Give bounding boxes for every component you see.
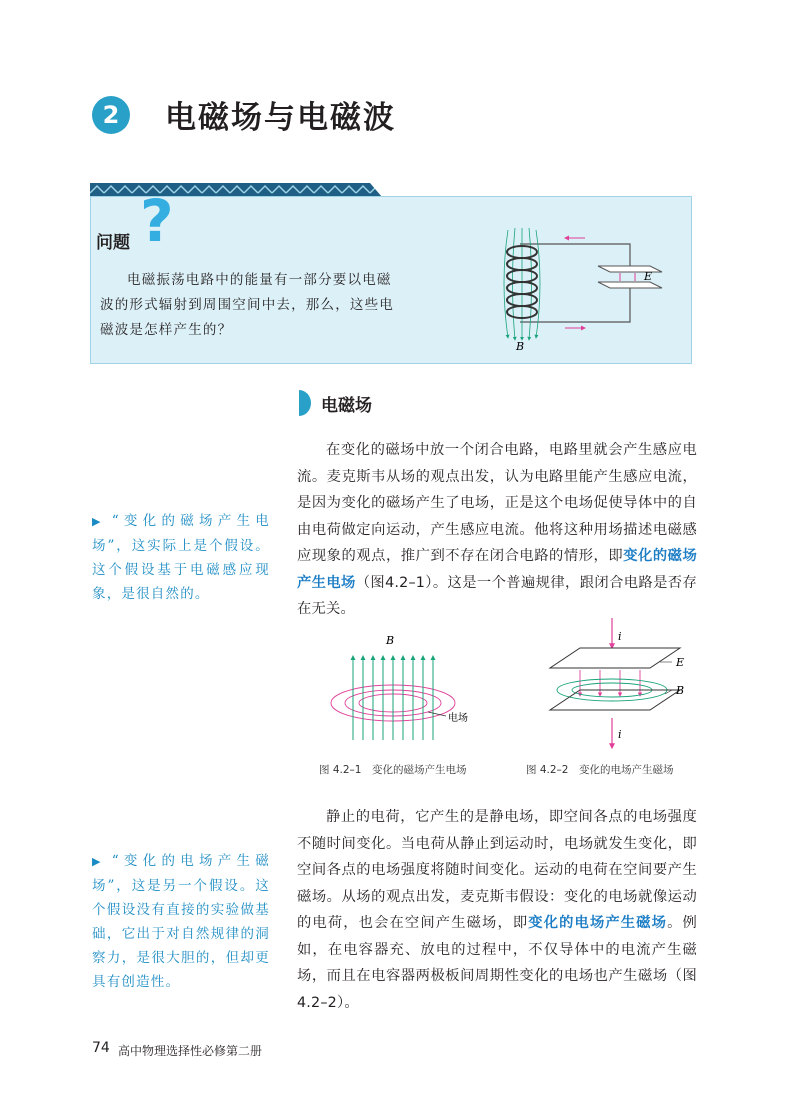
note-marker-icon: ▶ — [92, 855, 106, 868]
section-number-badge: 2 — [92, 96, 130, 134]
book-title: 高中物理选择性必修第二册 — [118, 1044, 263, 1058]
figure-4-2-2-caption: 图 4.2–2 变化的电场产生磁场 — [526, 764, 674, 776]
fig2-label-i-top: i — [618, 630, 622, 643]
para1-text-after: （图4.2–1）。这是一个普遍规律，跟闭合电路是否存在无关。 — [297, 574, 697, 617]
para1-highlight: 变化的磁场产生电场 — [297, 548, 697, 591]
question-header-stripe — [90, 183, 382, 197]
fig2-label-e: E — [676, 656, 685, 669]
capacitor-label-e: E — [644, 270, 653, 283]
fig2-label-b: B — [676, 684, 685, 697]
figure-4-2-2-diagram — [540, 618, 700, 753]
question-label: 问题 — [96, 233, 130, 253]
para2-text-after: 。例如，在电容器充、放电的过程中，不仅导体中的电流产生磁场，而且在电容器两极板间周期性变化的电场也产生磁场（图4.2–2）。 — [297, 915, 697, 1011]
para1-text-before: 在变化的磁场中放一个闭合电路，电路里就会产生感应电流。麦克斯韦从场的观点出发，认为电路里能产生感应电流，是因为变化的磁场产生了电场，正是这个电场促使导体中的自由电荷做定向运动，产生感应电流。他将这种用场描述电磁感应现象的观点，推广到不存在闭合电路的情形，即 — [297, 442, 697, 564]
figure-4-2-1-caption: 图 4.2–1 变化的磁场产生电场 — [319, 764, 467, 776]
paragraph-2 — [297, 804, 697, 1016]
side-note-2 — [92, 849, 270, 994]
fig1-label-electric-field: 电场 — [448, 713, 468, 724]
page-number: 74 — [92, 1040, 110, 1056]
subsection-marker-icon — [297, 390, 311, 416]
side-note-1 — [92, 509, 270, 606]
fig2-label-i-bottom: i — [618, 728, 622, 741]
subsection-title: 电磁场 — [321, 396, 372, 416]
fig1-label-b: B — [386, 634, 395, 647]
paragraph-1 — [297, 437, 697, 623]
side-note-2-text: “变化的电场产生磁场”，这是另一个假设。这个假设没有直接的实验做基础，它出于对自然规律的洞察力，是很大胆的，但却更具有创造性。 — [92, 853, 270, 990]
para2-highlight: 变化的电场产生磁场 — [528, 915, 668, 931]
side-note-1-text: “变化的磁场产生电场”，这实际上是个假设。这个假设基于电磁感应现象，是很自然的。 — [92, 513, 270, 602]
para2-text-before: 静止的电荷，它产生的是静电场，即空间各点的电场强度不随时间变化。当电荷从静止到运动时，电场就发生变化，即空间各点的电场强度将随时间变化。运动的电荷在空间要产生磁场。从场的观点出发，麦克斯韦假设：变化的电场就像运动的电荷，也会在空间产生磁场，即 — [297, 809, 697, 931]
figure-4-2-1-diagram — [328, 628, 488, 746]
question-text: 电磁振荡电路中的能量有一部分要以电磁波的形式辐射到周围空间中去，那么，这些电磁波是怎样产生的？ — [100, 272, 394, 338]
coil-label-b: B — [516, 340, 525, 352]
lc-circuit-diagram — [490, 222, 670, 352]
section-title: 电磁场与电磁波 — [165, 100, 396, 136]
question-mark-icon: ? — [140, 187, 174, 255]
note-marker-icon: ▶ — [92, 515, 106, 528]
